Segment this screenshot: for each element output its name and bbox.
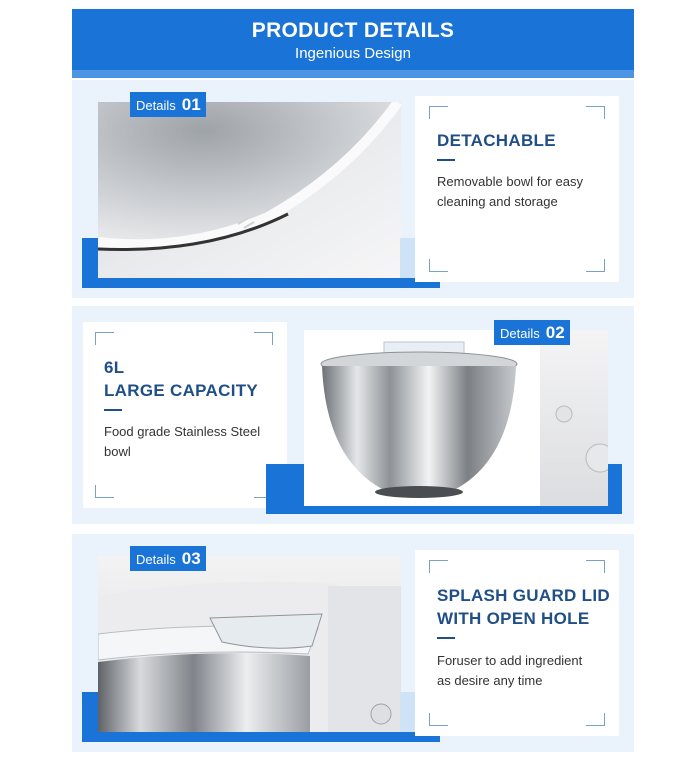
feature-title: SPLASH GUARD LID WITH OPEN HOLE [437, 586, 610, 628]
corner-mark [586, 713, 605, 726]
info-card [83, 322, 287, 508]
feature-description: Removable bowl for easy cleaning and storage [437, 174, 583, 209]
corner-mark [429, 259, 448, 272]
section-detachable [72, 80, 634, 298]
corner-mark [429, 106, 448, 119]
feature-title: DETACHABLE [437, 131, 556, 150]
corner-mark [254, 332, 273, 345]
details-badge-03 [130, 546, 206, 571]
details-badge-01 [130, 92, 206, 117]
corner-mark [586, 106, 605, 119]
page-subtitle: Ingenious Design [295, 45, 411, 62]
title-underline [437, 637, 455, 639]
splash-guard-lid-image [98, 556, 401, 732]
badge-number: 01 [181, 95, 201, 114]
badge-label: Details [136, 98, 176, 113]
badge-label: Details [500, 326, 540, 341]
section-large-capacity [72, 306, 634, 524]
splash-guard-photo [98, 556, 401, 732]
badge-label: Details [136, 552, 176, 567]
corner-mark [429, 713, 448, 726]
page-title: PRODUCT DETAILS [251, 19, 455, 42]
badge-number: 02 [545, 323, 565, 342]
corner-mark [429, 560, 448, 573]
info-card [415, 96, 619, 282]
corner-mark [95, 332, 114, 345]
corner-mark [95, 485, 114, 498]
bowl-detail-photo [98, 102, 401, 278]
badge-number: 03 [181, 549, 201, 568]
bowl-rim-image [98, 102, 401, 278]
stainless-bowl-image [304, 330, 608, 506]
info-card [415, 550, 619, 736]
feature-description: Food grade Stainless Steel bowl [104, 424, 261, 459]
title-underline [104, 409, 122, 411]
header-accent-band [72, 70, 634, 78]
mixer-bowl-photo [304, 330, 608, 506]
title-underline [437, 159, 455, 161]
section-splash-guard [72, 534, 634, 752]
corner-mark [586, 560, 605, 573]
feature-title: 6L LARGE CAPACITY [104, 358, 259, 400]
feature-description: Foruser to add ingredient as desire any time [437, 653, 583, 688]
corner-mark [586, 259, 605, 272]
details-badge-02 [494, 320, 570, 345]
header-banner [72, 9, 634, 75]
